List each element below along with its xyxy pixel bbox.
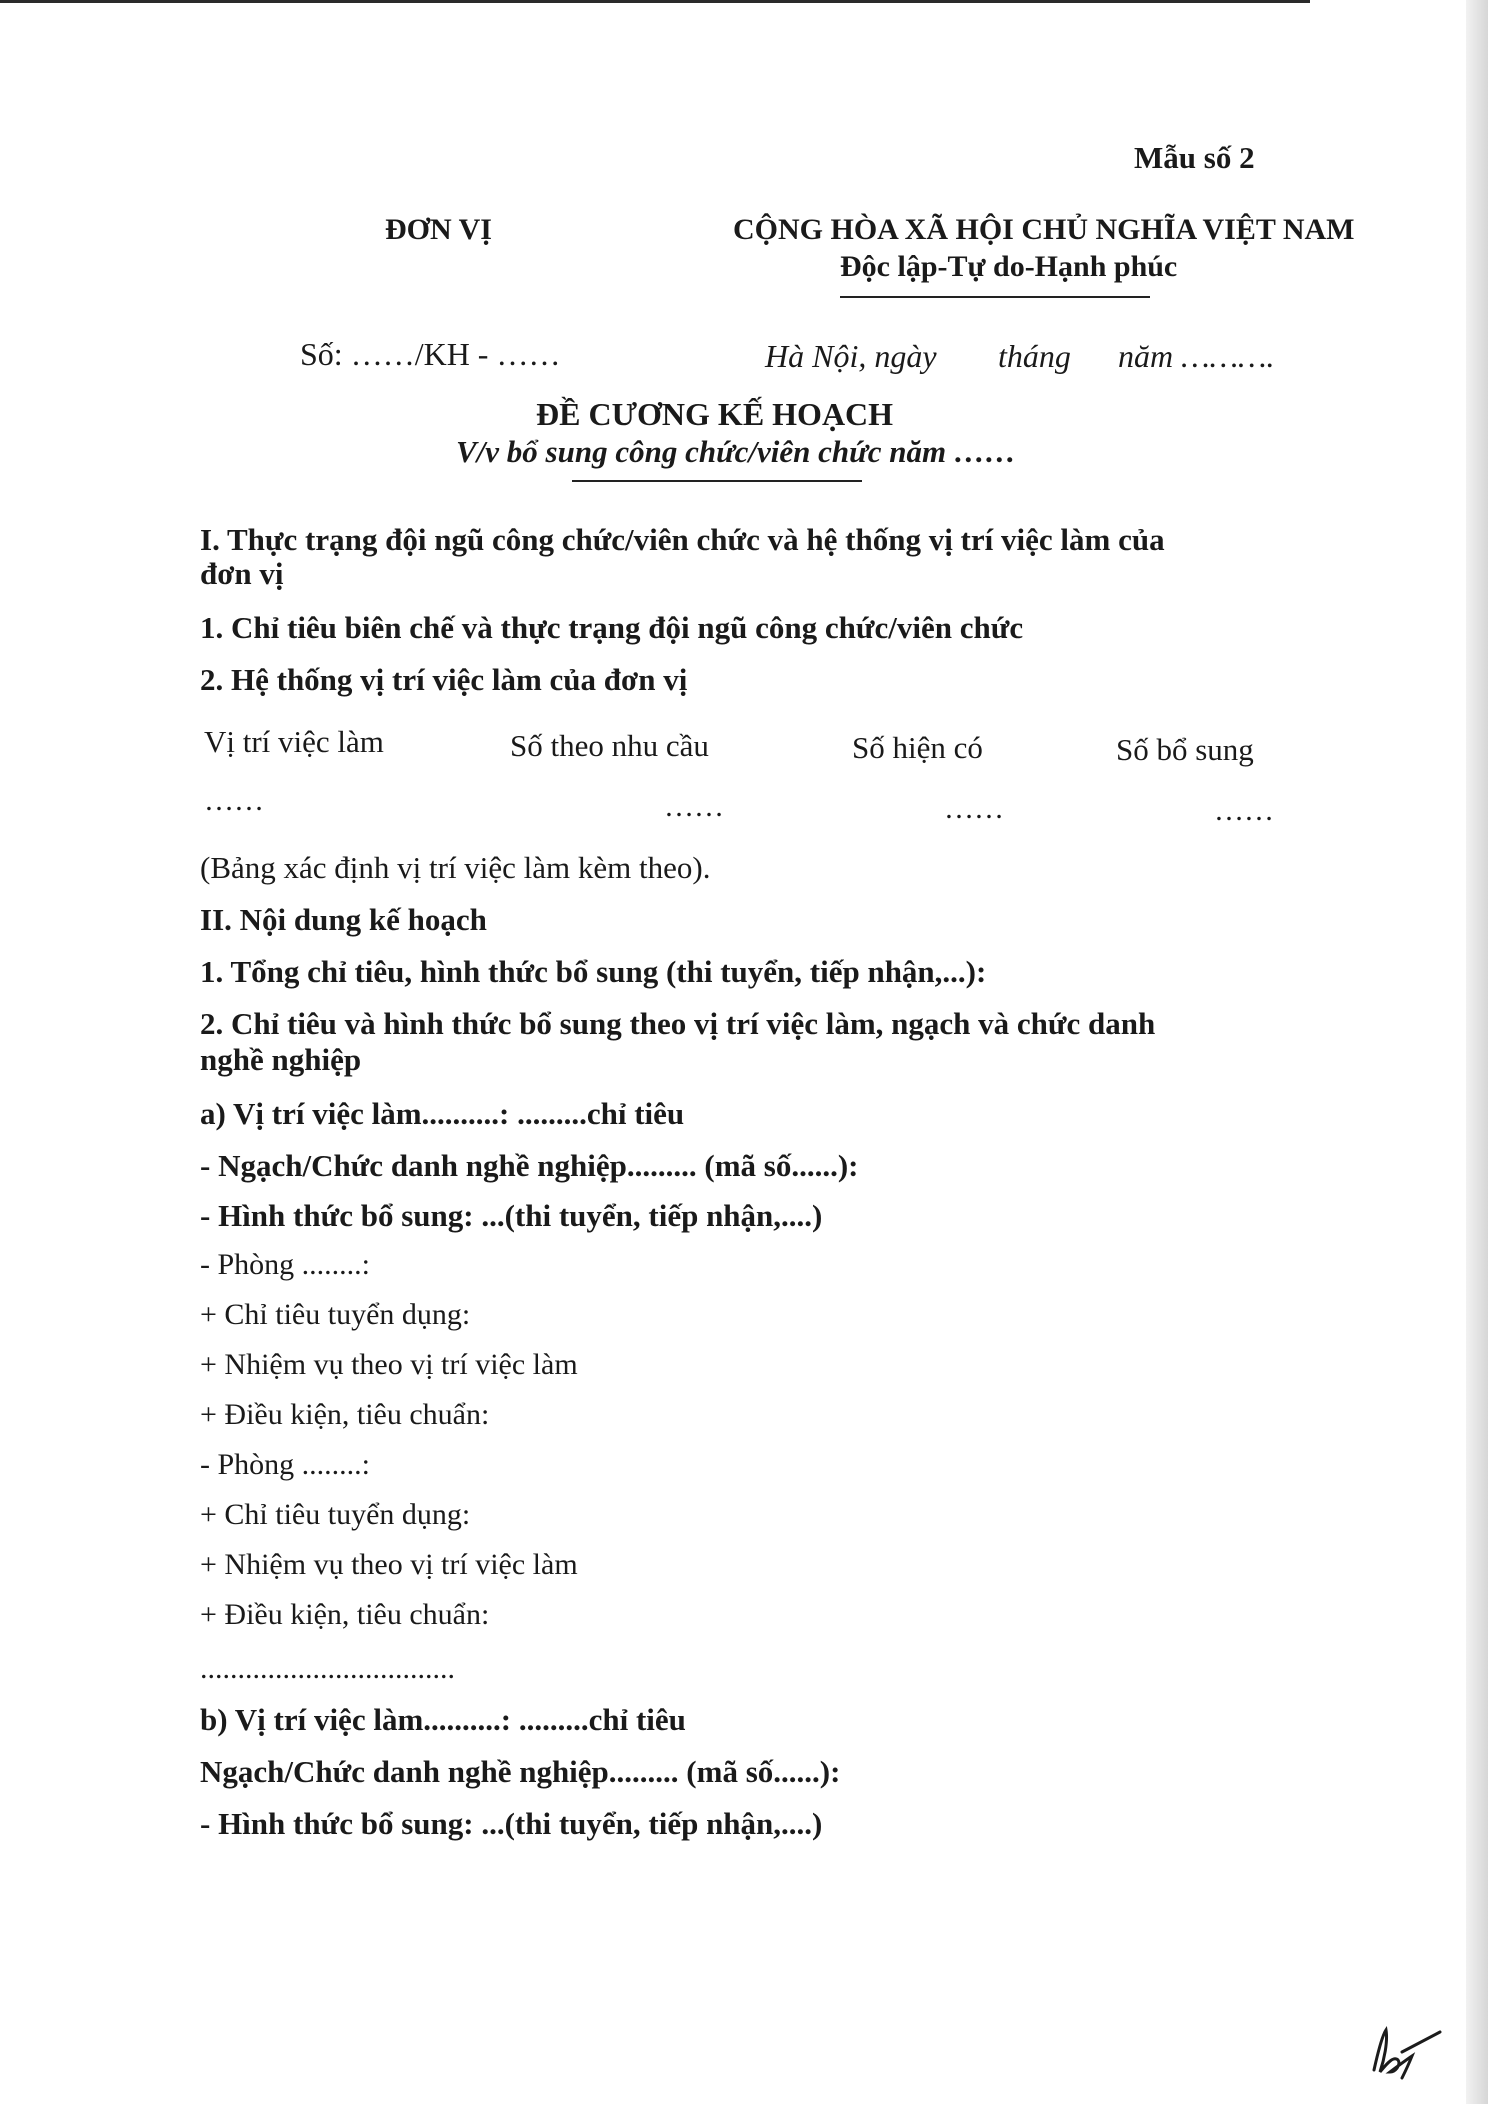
scan-right-edge: [1466, 0, 1488, 2104]
section1-item1: 1. Chỉ tiêu biên chế và thực trạng đội ngũ công chức/viên chức: [200, 610, 1024, 645]
department-1-conditions: + Điều kiện, tiêu chuẩn:: [200, 1398, 490, 1431]
position-a-rank: - Ngạch/Chức danh nghề nghiệp......... (mã số......):: [200, 1148, 859, 1183]
table-cell-additional: ……: [1214, 794, 1274, 827]
section2-item1: 1. Tổng chỉ tiêu, hình thức bổ sung (thi tuyển, tiếp nhận,...):: [200, 954, 987, 989]
department-2-conditions: + Điều kiện, tiêu chuẩn:: [200, 1598, 490, 1631]
table-header-existing: Số hiện có: [852, 730, 983, 765]
table-header-position: Vị trí việc làm: [204, 724, 384, 759]
position-b: b) Vị trí việc làm..........: .........chỉ tiêu: [200, 1702, 686, 1737]
position-a-form: - Hình thức bổ sung: ...(thi tuyển, tiếp nhận,....): [200, 1198, 823, 1233]
continuation-dots: ..................................: [200, 1652, 455, 1685]
scan-top-border: [0, 0, 1310, 3]
place-date: Hà Nội, ngày: [765, 338, 937, 374]
initials-signature: [1368, 2022, 1446, 2082]
position-a: a) Vị trí việc làm..........: .........chỉ tiêu: [200, 1096, 685, 1131]
section2-item2-cont: nghề nghiệp: [200, 1042, 362, 1077]
motto-underline: [840, 296, 1150, 298]
document-number: Số: ……/KH - ……: [300, 336, 561, 372]
department-2: - Phòng ........:: [200, 1448, 371, 1481]
motto: Độc lập-Tự do-Hạnh phúc: [840, 250, 1178, 283]
table-cell-existing: ……: [944, 792, 1004, 825]
section1-item2: 2. Hệ thống vị trí việc làm của đơn vị: [200, 662, 688, 697]
table-note: (Bảng xác định vị trí việc làm kèm theo).: [200, 850, 711, 885]
title-underline: [572, 480, 862, 482]
department-2-quota: + Chỉ tiêu tuyển dụng:: [200, 1498, 471, 1531]
section1-heading-cont: đơn vị: [200, 556, 284, 591]
table-cell-position: ……: [204, 784, 264, 817]
department-1: - Phòng ........:: [200, 1248, 371, 1281]
document-subtitle: V/v bổ sung công chức/viên chức năm ……: [456, 434, 1016, 469]
department-2-duty: + Nhiệm vụ theo vị trí việc làm: [200, 1548, 578, 1581]
country-name: CỘNG HÒA XÃ HỘI CHỦ NGHĨA VIỆT NAM: [733, 213, 1355, 246]
unit-label: ĐƠN VỊ: [385, 213, 492, 246]
department-1-duty: + Nhiệm vụ theo vị trí việc làm: [200, 1348, 578, 1381]
table-header-needed: Số theo nhu cầu: [510, 728, 709, 763]
section1-heading: I. Thực trạng đội ngũ công chức/viên chức và hệ thống vị trí việc làm của: [200, 522, 1165, 557]
position-b-rank: Ngạch/Chức danh nghề nghiệp......... (mã số......):: [200, 1754, 841, 1789]
table-header-additional: Số bổ sung: [1116, 732, 1254, 767]
department-1-quota: + Chỉ tiêu tuyển dụng:: [200, 1298, 471, 1331]
section2-item2: 2. Chỉ tiêu và hình thức bổ sung theo vị trí việc làm, ngạch và chức danh: [200, 1006, 1156, 1041]
table-cell-needed: ……: [664, 790, 724, 823]
form-number: Mẫu số 2: [1134, 140, 1255, 175]
document-title: ĐỀ CƯƠNG KẾ HOẠCH: [536, 396, 894, 432]
date-year: năm ……….: [1118, 338, 1275, 374]
position-b-form: - Hình thức bổ sung: ...(thi tuyển, tiếp nhận,....): [200, 1806, 823, 1841]
section2-heading: II. Nội dung kế hoạch: [200, 902, 487, 937]
date-month: tháng: [998, 338, 1071, 374]
